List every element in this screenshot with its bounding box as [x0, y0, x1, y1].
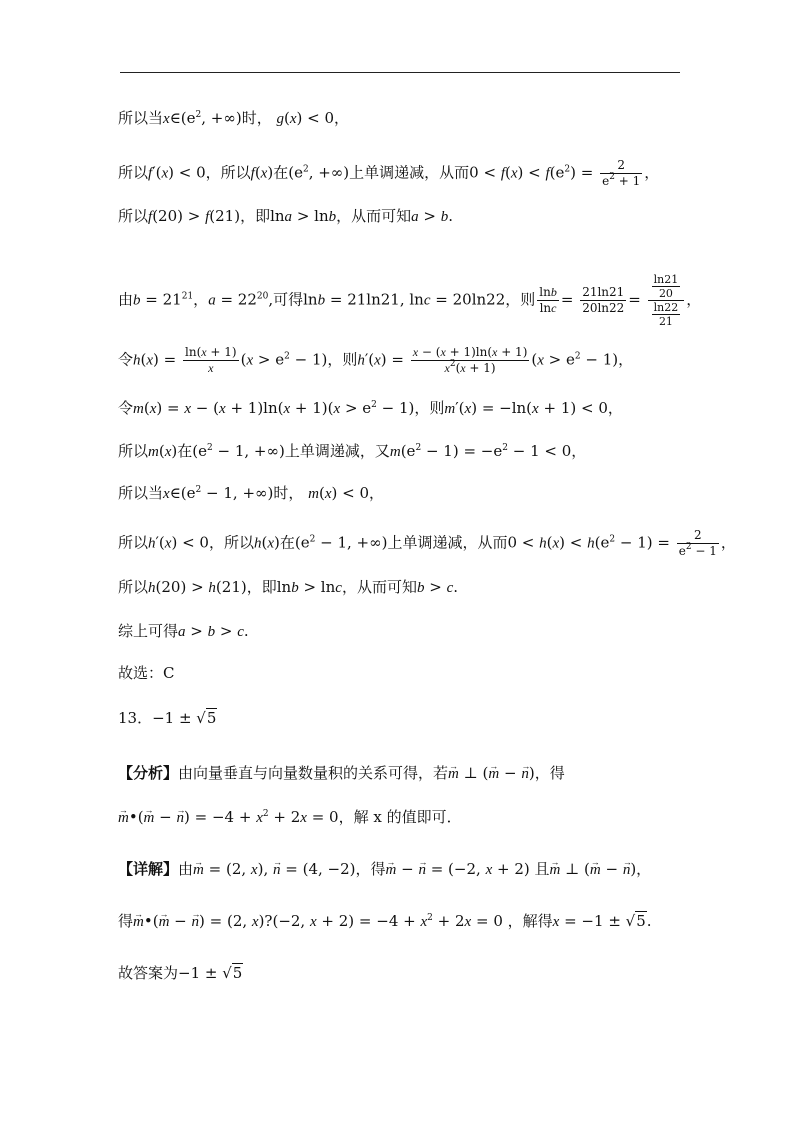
line-7: 所以m(x)在($e^2 - 1$, +∞)上单调递减，又$m(e^2 - 1) = -e^2 - 1 < 0$，: [118, 442, 587, 460]
line-4: 由$b = 21^{21}$，$a = 22^{20}$,可得lnb = 21ln21, lnc = 20ln22，则 $\frac{\ln b}{\ln c}$ = $\frac{21\ln 21}{20\ln 22}$ = $\frac{\frac{\ln 21}{20}}{\frac{\ln 22}{21}}$ ，: [118, 273, 702, 328]
line-1: 所以当$x\in(e^2$, +∞)时， g(x) < 0，: [118, 109, 350, 127]
line-8: 所以当$x\in(e^2 - 1$, +∞)时， m(x) < 0，: [118, 484, 385, 502]
line-2: 所以f′(x) < 0，所以f(x)在($e^2$, +∞)上单调递减，从而$0 < f(x) < f(e^2)$ = $\frac{2}{e^2 + 1}$ ，: [118, 158, 660, 188]
final-answer: 故答案为−1 ± √5: [118, 964, 243, 982]
header-rule: [120, 72, 680, 73]
line-10: 所以h(20) > h(21)，即lnb > lnc，从而可知b > c.: [118, 578, 459, 596]
line-6: 令$m(x) = x - (x + 1)\ln(x + 1)(x > e^2 - 1)$，则m′(x) = −ln(x + 1) < 0，: [118, 399, 623, 417]
line-9: 所以h′(x) < 0，所以h(x)在($e^2 - 1$, +∞)上单调递减，从而$0 < h(x) < h(e^2 - 1)$ = $\frac{2}{e^2 - 1}$ ，: [118, 528, 736, 558]
analysis-line-2: → m•(→ m − → $n) = -4 + x^2 + 2x = 0$，解 x 的值即可．: [118, 806, 462, 829]
line-5: 令h(x) = $\frac{\ln(x + 1)}{x}$ $(x > e^2 - 1)$，则h′(x) = $\frac{x - (x + 1)\ln(x + 1)}{x^2(x + 1)}$ $(x > e^2 - 1)$，: [118, 345, 634, 375]
line-12: 故选：C: [118, 664, 175, 682]
line-11: 综上可得a > b > c.: [118, 622, 249, 640]
detail-line: 【详解】由→ m = (2, x), → n = (4, −2)，得→ m − → n = (−2, x + 2) 且→ m ⊥ (→ m − → n)，: [118, 858, 651, 881]
line-3: 所以f(20) > f(21)，即lna > lnb，从而可知a > b.: [118, 207, 454, 225]
analysis-line: 【分析】由向量垂直与向量数量积的关系可得，若→ m ⊥ (→ m − → n)，得: [118, 762, 565, 785]
detail-line-2: 得→ m•(→ m − → n) = (2, x)?(−2, $x + 2) = -4 + x^2 + 2x = 0$ ，解得x = −1 ± √5.: [118, 910, 652, 933]
q13-answer: 13．−1 ± √5: [118, 709, 217, 727]
